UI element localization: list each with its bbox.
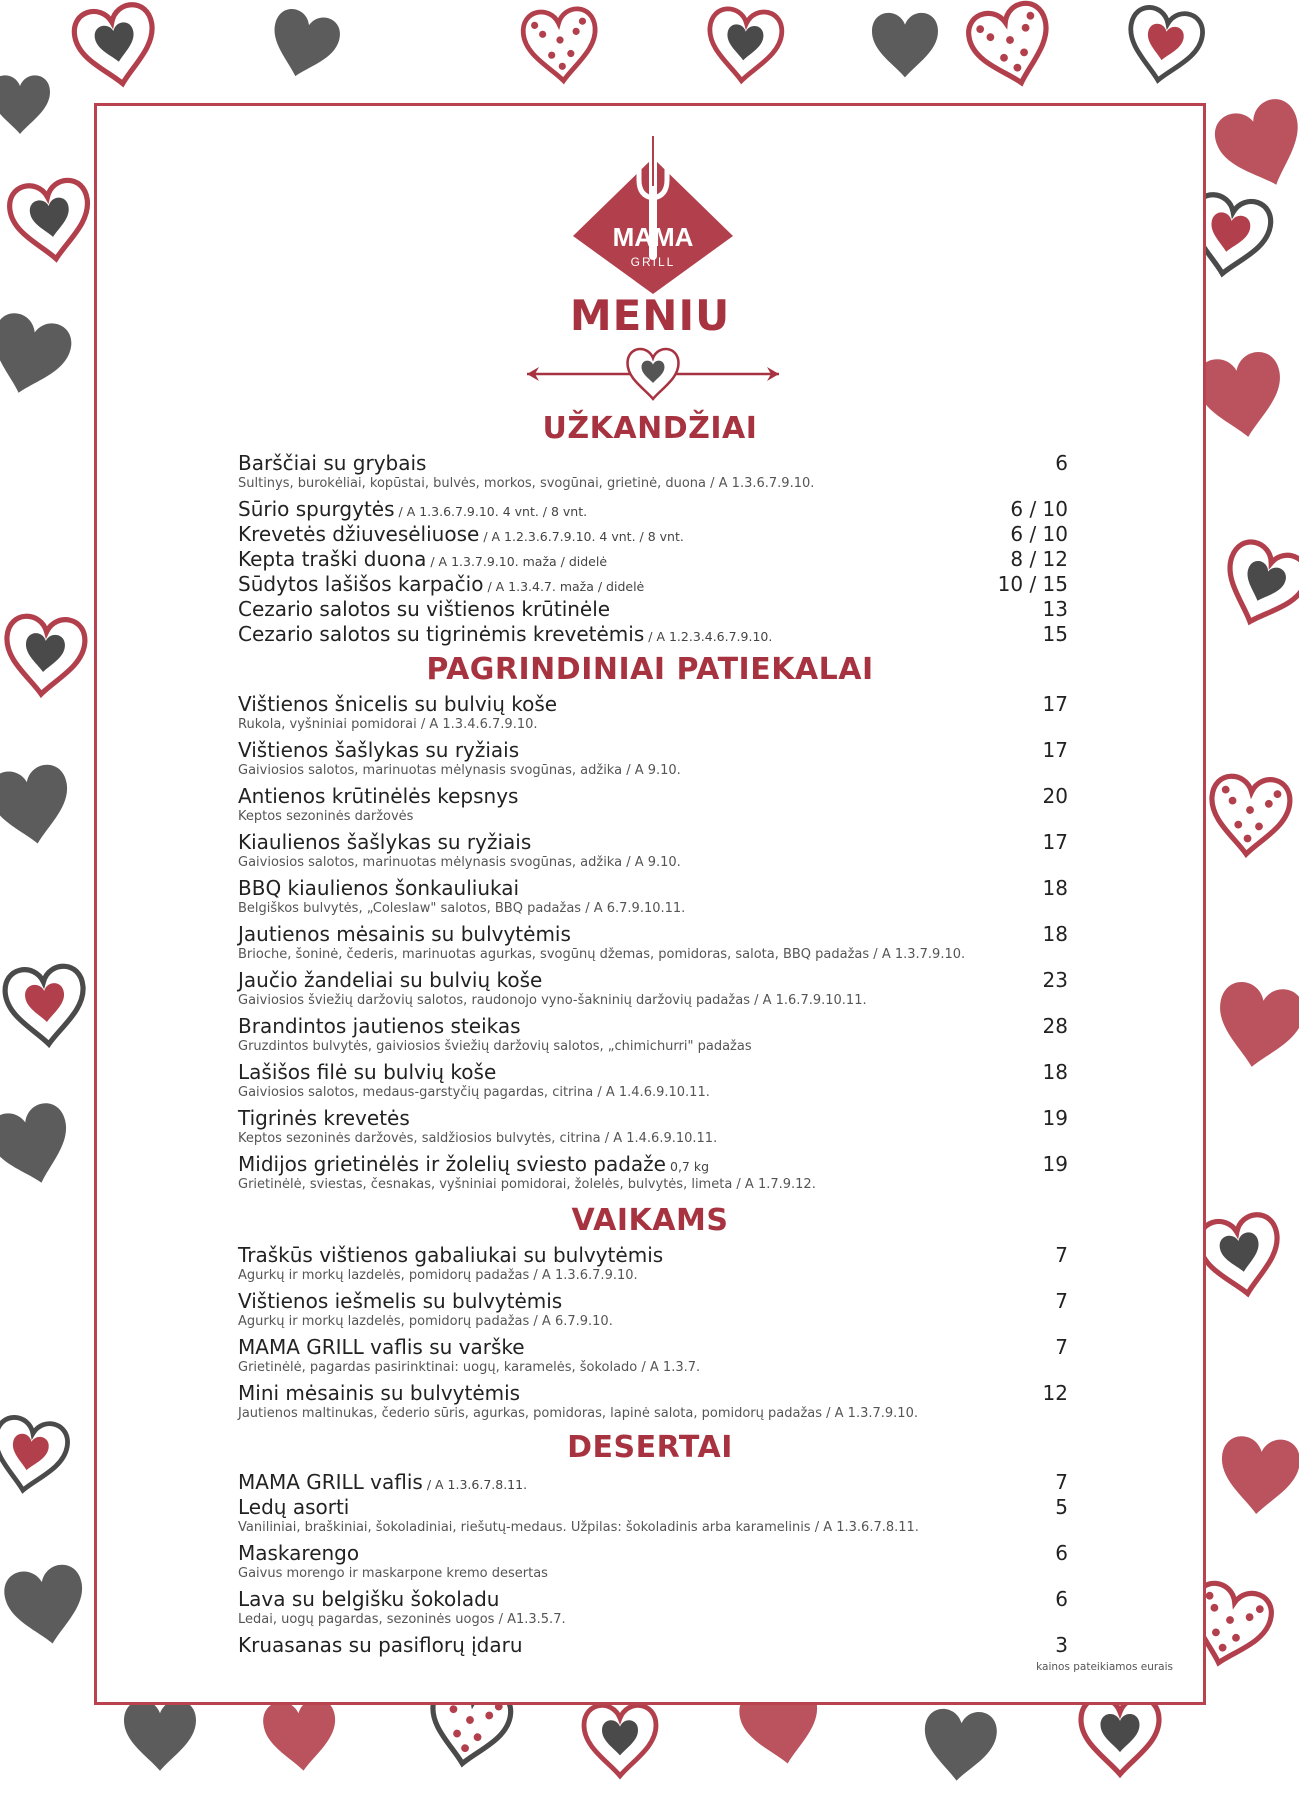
heart-icon xyxy=(584,1705,656,1775)
logo-brand-name: MAMA xyxy=(612,222,694,252)
menu-item-name: Jaučio žandeliai su bulvių koše xyxy=(238,968,543,992)
menu-item-heading xyxy=(238,1243,663,1267)
menu-item-row xyxy=(238,1541,1068,1565)
menu-item xyxy=(238,968,1068,1009)
menu-item-heading xyxy=(238,1633,523,1657)
section-title: VAIKAMS xyxy=(571,1203,729,1238)
menu-item-name: Traškūs vištienos gabaliukai su bulvytėmis xyxy=(238,1243,664,1267)
menu-item-description: Gaiviosios salotos, marinuotas mėlynasis svogūnas, adžika / A 9.10. xyxy=(238,855,681,870)
menu-item-description: Grietinėlė, pagardas pasirinktinai: uogų, karamelės, šokolado / A 1.3.7. xyxy=(238,1360,701,1375)
menu-item-price: 8 / 12 xyxy=(1010,547,1068,571)
section-title: DESERTAI xyxy=(567,1430,733,1465)
menu-item-description: Grietinėlė, sviestas, česnakas, vyšniniai pomidorai, žolelės, bulvytės, limeta / A 1.7.9.12. xyxy=(238,1177,816,1192)
menu-item-heading xyxy=(238,968,542,992)
menu-item-heading xyxy=(238,597,610,621)
heart-icon xyxy=(0,75,50,134)
menu-item-price: 6 xyxy=(1055,1541,1068,1565)
menu-item-price: 3 xyxy=(1055,1633,1068,1657)
menu-item-row xyxy=(238,1106,1068,1130)
menu-item-price: 23 xyxy=(1042,968,1068,992)
menu-card xyxy=(94,103,1206,1705)
menu-item-name: Barščiai su grybais xyxy=(238,451,427,475)
heart-icon xyxy=(0,1415,71,1497)
heart-icon xyxy=(706,7,784,83)
menu-item-row xyxy=(238,572,1068,596)
menu-item-row xyxy=(238,1289,1068,1313)
menu-item-heading xyxy=(238,1470,527,1494)
menu-item xyxy=(238,1495,1068,1536)
menu-item xyxy=(238,1289,1068,1330)
menu-item-price: 6 xyxy=(1055,1587,1068,1611)
heart-icon xyxy=(262,1697,340,1773)
menu-item-price: 5 xyxy=(1055,1495,1068,1519)
menu-item-heading xyxy=(238,1106,410,1130)
menu-item xyxy=(238,1541,1068,1582)
menu-item-name: Cezario salotos su vištienos krūtinėle xyxy=(238,597,611,621)
menu-item-row xyxy=(238,738,1068,762)
menu-item-price: 12 xyxy=(1042,1381,1068,1405)
menu-item-heading xyxy=(238,1014,521,1038)
menu-item-price: 18 xyxy=(1042,876,1068,900)
menu-item-name: Cezario salotos su tigrinėmis krevetėmis xyxy=(238,622,645,646)
menu-item-name: BBQ kiaulienos šonkauliukai xyxy=(238,876,520,900)
menu-item-row xyxy=(238,784,1068,808)
heart-icon xyxy=(0,1099,79,1193)
menu-item-info: / A 1.2.3.4.6.7.9.10. xyxy=(648,629,773,644)
menu-item xyxy=(238,572,1068,596)
page-title: MENIU xyxy=(569,291,731,340)
menu-item-heading xyxy=(238,1289,562,1313)
heart-icon xyxy=(522,7,600,83)
heart-icon xyxy=(1081,1698,1159,1774)
heart-arrow-divider xyxy=(517,342,789,402)
menu-item-name: Vištienos iešmelis su bulvytėmis xyxy=(238,1289,563,1313)
menu-item-heading xyxy=(238,622,772,646)
menu-item-price: 18 xyxy=(1042,1060,1068,1084)
menu-item xyxy=(238,1243,1068,1284)
menu-item-row xyxy=(238,451,1068,475)
menu-item-heading xyxy=(238,522,684,546)
menu-item-description: Belgiškos bulvytės, „Coleslaw" salotos, BBQ padažas / A 6.7.9.10.11. xyxy=(238,901,686,916)
menu-item xyxy=(238,1470,1068,1494)
menu-item-price: 10 / 15 xyxy=(997,572,1068,596)
menu-item-name: Sūrio spurgytės xyxy=(238,497,395,521)
heart-icon xyxy=(0,309,76,403)
menu-item-row xyxy=(238,1381,1068,1405)
heart-icon xyxy=(7,178,95,264)
menu-item-price: 7 xyxy=(1055,1289,1068,1313)
menu-item-description: Brioche, šoninė, čederis, marinuotas agurkas, svogūnų džemas, pomidoras, salota, BBQ padažas / A 1.3.7.9.10. xyxy=(238,947,966,962)
menu-item xyxy=(238,1587,1068,1628)
menu-item-row xyxy=(238,1014,1068,1038)
menu-item xyxy=(238,876,1068,917)
menu-item-name: Vištienos šnicelis su bulvių koše xyxy=(238,692,558,716)
menu-item xyxy=(238,597,1068,621)
menu-item-name: Tigrinės krevetės xyxy=(238,1106,410,1130)
menu-item-name: Lašišos filė su bulvių koše xyxy=(238,1060,497,1084)
menu-item-price: 13 xyxy=(1042,597,1068,621)
menu-item-row xyxy=(238,622,1068,646)
menu-item-info: / A 1.3.7.9.10. maža / didelė xyxy=(430,554,608,569)
menu-item-heading xyxy=(238,572,644,596)
menu-item-name: MAMA GRILL vaflis xyxy=(238,1470,423,1494)
section-title: UŽKANDŽIAI xyxy=(542,411,758,446)
heart-icon xyxy=(3,965,87,1048)
menu-item-heading xyxy=(238,1541,359,1565)
menu-item-description: Gaiviosios salotos, marinuotas mėlynasis svogūnas, adžika / A 9.10. xyxy=(238,763,681,778)
menu-item-description: Rukola, vyšniniai pomidorai / A 1.3.4.6.7.9.10. xyxy=(238,717,538,732)
menu-item-row xyxy=(238,1587,1068,1611)
menu-item-heading xyxy=(238,451,426,475)
menu-item-row xyxy=(238,830,1068,854)
menu-item-price: 6 xyxy=(1055,451,1068,475)
menu-item-row xyxy=(238,1243,1068,1267)
heart-icon xyxy=(1213,537,1299,635)
menu-item-description: Keptos sezoninės daržovės xyxy=(238,809,414,824)
menu-item-name: Midijos grietinėlės ir žolelių sviesto padaže xyxy=(238,1152,666,1176)
menu-item-description: Ledai, uogų pagardas, sezoninės uogos / A1.3.5.7. xyxy=(238,1612,566,1627)
menu-item-description: Jautienos maltinukas, čederio sūris, agurkas, pomidoras, lapinė salota, pomidorų padažas / A 1.3.7.9.10. xyxy=(238,1406,918,1421)
menu-item-row xyxy=(238,876,1068,900)
menu-item-info: / A 1.3.4.7. maža / didelė xyxy=(487,579,645,594)
heart-icon xyxy=(921,1707,999,1783)
heart-icon xyxy=(1,1562,91,1651)
menu-item-row xyxy=(238,1152,1068,1176)
menu-item-heading xyxy=(238,547,607,571)
heart-icon xyxy=(1193,349,1290,444)
menu-item-row xyxy=(238,497,1068,521)
menu-item-description: Gaivus morengo ir maskarpone kremo desertas xyxy=(238,1566,548,1581)
menu-item-name: Mini mėsainis su bulvytėmis xyxy=(238,1381,521,1405)
menu-item-row xyxy=(238,692,1068,716)
menu-item-heading xyxy=(238,1587,499,1611)
menu-item-heading xyxy=(238,692,557,716)
logo-brand-sub: GRILL xyxy=(630,255,676,269)
menu-item-heading xyxy=(238,497,587,521)
menu-item-row xyxy=(238,1470,1068,1494)
menu-item-price: 7 xyxy=(1055,1470,1068,1494)
menu-item-heading xyxy=(238,1495,349,1519)
menu-item xyxy=(238,922,1068,963)
menu-item-name: Maskarengo xyxy=(238,1541,360,1565)
menu-item-price: 17 xyxy=(1042,830,1068,854)
menu-item-price: 6 / 10 xyxy=(1010,497,1068,521)
menu-item-price: 19 xyxy=(1042,1152,1068,1176)
menu-item xyxy=(238,622,1068,646)
menu-item-row xyxy=(238,968,1068,992)
heart-icon xyxy=(872,13,938,78)
menu-item-price: 28 xyxy=(1042,1014,1068,1038)
menu-item-row xyxy=(238,522,1068,546)
heart-icon xyxy=(1196,1212,1286,1301)
menu-item-info: / A 1.3.6.7.9.10. 4 vnt. / 8 vnt. xyxy=(398,504,588,519)
menu-item-name: Kiaulienos šašlykas su ryžiais xyxy=(238,830,532,854)
menu-item-price: 18 xyxy=(1042,922,1068,946)
menu-item xyxy=(238,497,1068,521)
menu-item xyxy=(238,692,1068,733)
menu-item-description: Agurkų ir morkų lazdelės, pomidorų padažas / A 6.7.9.10. xyxy=(238,1314,613,1329)
heart-icon xyxy=(1207,775,1291,858)
menu-item-heading xyxy=(238,922,571,946)
heart-icon xyxy=(1210,979,1299,1074)
menu-item-heading xyxy=(238,830,531,854)
menu-item-name: Kepta traški duona xyxy=(238,547,427,571)
menu-item-name: Vištienos šašlykas su ryžiais xyxy=(238,738,520,762)
menu-item-info: 0,7 kg xyxy=(670,1159,710,1174)
menu-item-description: Vaniliniai, braškiniai, šokoladiniai, riešutų-medaus. Užpilas: šokoladinis arba karamelinis / A 1.3.6.7.8.11. xyxy=(238,1520,919,1535)
menu-item-heading xyxy=(238,876,519,900)
menu-item xyxy=(238,1381,1068,1422)
menu-item-row xyxy=(238,1335,1068,1359)
menu-item xyxy=(238,784,1068,825)
menu-item-price: 20 xyxy=(1042,784,1068,808)
heart-icon xyxy=(71,2,161,91)
heart-icon xyxy=(0,762,76,851)
menu-item xyxy=(238,1060,1068,1101)
footnote: kainos pateikiamos eurais xyxy=(1036,1661,1173,1673)
menu-item-info: / A 1.3.6.7.8.11. xyxy=(426,1477,528,1492)
heart-icon xyxy=(1217,1435,1299,1518)
menu-item-price: 6 / 10 xyxy=(1010,522,1068,546)
menu-item-heading xyxy=(238,738,519,762)
mama-grill-logo xyxy=(569,126,737,296)
menu-item xyxy=(238,1152,1068,1193)
menu-item-row xyxy=(238,1495,1068,1519)
menu-item-name: Krevetės džiuvesėliuose xyxy=(238,522,480,546)
menu-item-row xyxy=(238,547,1068,571)
menu-item-heading xyxy=(238,1060,496,1084)
menu-item-description: Gruzdintos bulvytės, gaiviosios šviežių daržovių salotos, „chimichurri" padažas xyxy=(238,1039,752,1054)
menu-item-info: / A 1.2.3.6.7.9.10. 4 vnt. / 8 vnt. xyxy=(483,529,684,544)
menu-item-heading xyxy=(238,1152,709,1176)
menu-item-description: Agurkų ir morkų lazdelės, pomidorų padažas / A 1.3.6.7.9.10. xyxy=(238,1268,638,1283)
menu-item-name: Ledų asorti xyxy=(238,1495,350,1519)
heart-icon xyxy=(964,0,1059,93)
menu-item xyxy=(238,830,1068,871)
menu-item-name: Brandintos jautienos steikas xyxy=(238,1014,521,1038)
section-title: PAGRINDINIAI PATIEKALAI xyxy=(426,652,874,687)
menu-item-price: 17 xyxy=(1042,692,1068,716)
menu-item-name: MAMA GRILL vaflis su varške xyxy=(238,1335,525,1359)
menu-item xyxy=(238,451,1068,492)
menu-item-name: Antienos krūtinėlės kepsnys xyxy=(238,784,519,808)
menu-item-name: Sūdytos lašišos karpačio xyxy=(238,572,484,596)
menu-item-description: Gaiviosios šviežių daržovių salotos, raudonojo vyno-šakninių daržovių padažas / A 1.6.7.9.10.11. xyxy=(238,993,867,1008)
menu-item-heading xyxy=(238,1335,525,1359)
heart-icon xyxy=(1122,5,1205,87)
menu-item-heading xyxy=(238,1381,520,1405)
menu-item-name: Jautienos mėsainis su bulvytėmis xyxy=(238,922,571,946)
menu-item-price: 7 xyxy=(1055,1243,1068,1267)
menu-item-heading xyxy=(238,784,518,808)
menu-item-price: 7 xyxy=(1055,1335,1068,1359)
menu-item-price: 17 xyxy=(1042,738,1068,762)
menu-item-description: Keptos sezoninės daržovės, saldžiosios bulvytės, citrina / A 1.4.6.9.10.11. xyxy=(238,1131,718,1146)
menu-item-description: Sultinys, burokėliai, kopūstai, bulvės, morkos, svogūnai, grietinė, duona / A 1.3.6.7.9.10. xyxy=(238,476,815,491)
menu-item-price: 15 xyxy=(1042,622,1068,646)
menu-item-name: Kruasanas su pasiflorų įdaru xyxy=(238,1633,523,1657)
menu-item xyxy=(238,1106,1068,1147)
heart-icon xyxy=(2,615,86,698)
menu-item-row xyxy=(238,1060,1068,1084)
menu-item xyxy=(238,738,1068,779)
menu-item xyxy=(238,1633,1068,1657)
menu-item-row xyxy=(238,922,1068,946)
menu-item xyxy=(238,522,1068,546)
menu-item-name: Lava su belgišku šokoladu xyxy=(238,1587,500,1611)
menu-item-description: Gaiviosios salotos, medaus-garstyčių pagardas, citrina / A 1.4.6.9.10.11. xyxy=(238,1085,710,1100)
menu-item-row xyxy=(238,1633,1068,1657)
menu-item xyxy=(238,1335,1068,1376)
menu-item-row xyxy=(238,597,1068,621)
heart-icon xyxy=(124,1700,196,1770)
heart-icon xyxy=(263,5,343,84)
menu-item-price: 19 xyxy=(1042,1106,1068,1130)
menu-item xyxy=(238,1014,1068,1055)
heart-icon xyxy=(628,349,679,399)
menu-item xyxy=(238,547,1068,571)
heart-icon xyxy=(1209,93,1299,199)
